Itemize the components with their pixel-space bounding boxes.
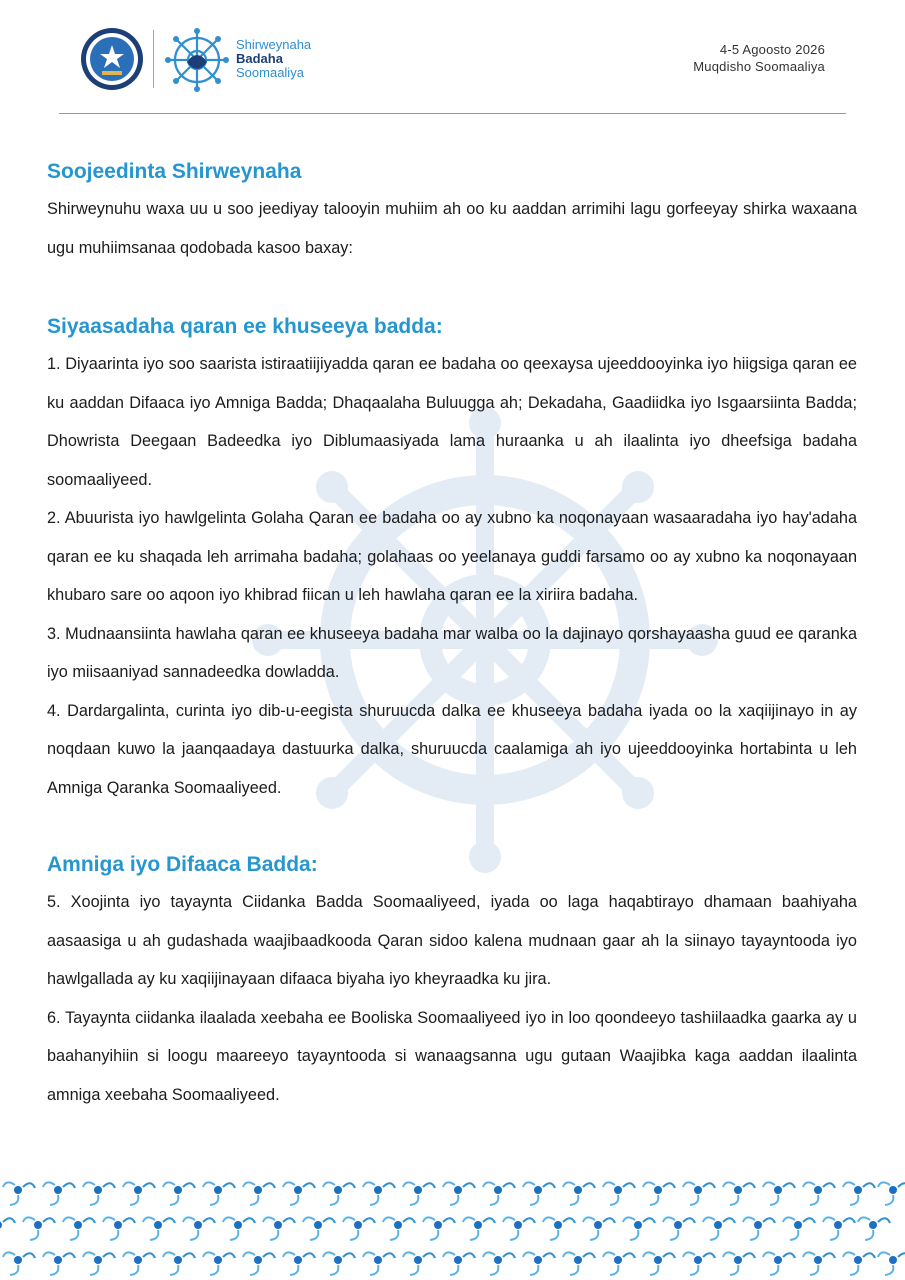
paragraph: 1. Diyaarinta iyo soo saarista istiraatiijiyadda qaran ee badaha oo qeexaysa ujeeddooyinka iyo hiigsiga qaran ee ku aaddan Difaaca iyo Amniga Badda; Dhaqaalaha Buluugga ah; Dekadaha, Gaadiidka iyo Isgaarsiinta Badda; Dhowrista Deegaan Badeedka iyo Diblumaasiyada lama huraanka u ah ilaalinta iyo dheefsiga badaha soomaaliyeed. [47, 355, 857, 489]
page-header [0, 0, 905, 120]
section-heading: Amniga iyo Difaaca Badda: [47, 853, 318, 876]
event-date: 4-5 Agoosto 2026 [719, 42, 825, 57]
logo-line-3: Soomaaliya [236, 65, 304, 80]
section-recommendations [47, 160, 857, 267]
logo-line-1: Shirweynaha [236, 37, 312, 52]
section-heading: Soojeedinta Shirweynaha [47, 160, 302, 183]
ship-wheel-icon [163, 26, 231, 94]
paragraph: Shirweynuhu waxa uu u soo jeediyay talooyin muhiim ah oo ku aaddan arrimihi lagu gorfeeyay shirka waxaana ugu muhiimsanaa qodobada kasoo baxay: [47, 200, 857, 257]
document-body [47, 160, 857, 1114]
event-location: Muqdisho Soomaaliya [693, 59, 825, 74]
somalia-seal-icon [80, 27, 144, 91]
header-rule [59, 113, 846, 114]
paragraph: 2. Abuurista iyo hawlgelinta Golaha Qaran ee badaha oo ay xubno ka noqonayaan wasaaradaha iyo hay'adaha qaran ee ku shaqada leh arrimaha badaha; golahaas oo yeelanaya guddi farsamo oo ay xubno ka noqonayaan khubaro sare oo aqoon iyo khibrad fiican u leh hawlaha qaran ee la xiriira badaha. [47, 509, 857, 604]
section-maritime-security [47, 853, 857, 1114]
paragraph: 6. Tayaynta ciidanka ilaalada xeebaha ee Booliska Soomaaliyeed iyo in loo qoondeeyo tashiilaadka gaarka ay u baahanyihiin si loogu maareeyo tayayntooda si wanaagsanna ugu gutaan Waajibka kaga aaddan ilaalinta amniga xeebaha Soomaaliyeed. [47, 1008, 857, 1104]
header-divider [153, 30, 154, 88]
section-heading: Siyaasadaha qaran ee khuseeya badda: [47, 315, 443, 338]
logo-line-2: Badaha [236, 51, 283, 66]
event-info [693, 41, 825, 75]
swirl-pattern-icon [0, 1165, 905, 1280]
paragraph: 5. Xoojinta iyo tayaynta Ciidanka Badda Soomaaliyeed, iyada oo laga haqabtirayo dhamaan baahiyaha aasaasiga u ah gudashada waajibaadkooda Qaran sidoo kalena mudnaan gaar ah la siinayo tayayntooda iyo hawlgallada ay ku xaqiijinayaan difaaca biyaha iyo kheyraadka ku jira. [47, 893, 857, 988]
conference-logo-text [236, 38, 311, 80]
paragraph: 4. Dardargalinta, curinta iyo dib-u-eegista shuruucda dalka ee khuseeya badaha iyada oo la xaqiijinayo in ay noqdaan kuwo la jaanqaadaya dastuurka dalka, shuruucda caalamiga ah iyo ujeeddooyinka hortabinta u leh Amniga Qaranka Soomaaliyeed. [47, 701, 857, 797]
section-maritime-policy [47, 315, 857, 807]
paragraph: 3. Mudnaansiinta hawlaha qaran ee khuseeya badaha mar walba oo la dajinayo qorshayaasha guud ee qaranka iyo miisaaniyad sannadeedka dowladda. [47, 624, 857, 681]
